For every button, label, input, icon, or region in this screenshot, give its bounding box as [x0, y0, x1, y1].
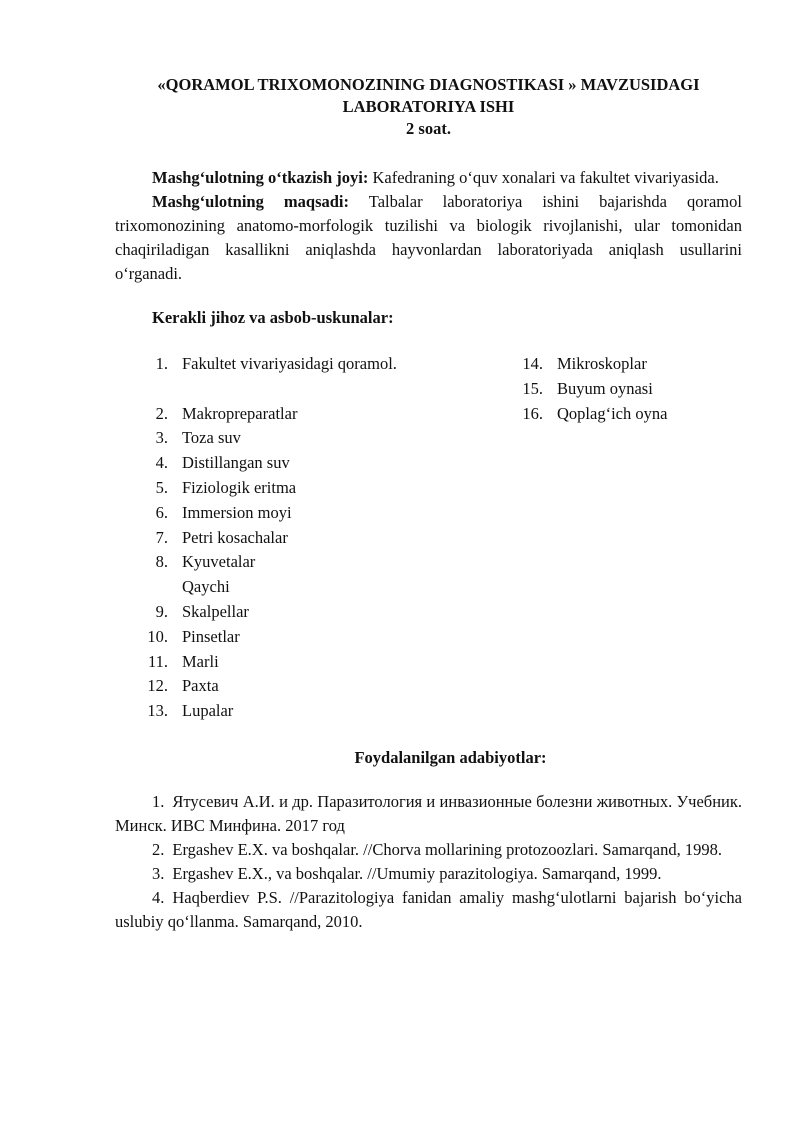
list-item: 5. Fiziologik eritma — [155, 477, 297, 497]
place-paragraph — [115, 166, 742, 190]
document-title — [115, 74, 742, 140]
references-heading: Foydalanilgan adabiyotlar: — [354, 748, 547, 767]
goal-paragraph — [115, 190, 742, 286]
list-item: 2. Makropreparatlar — [155, 403, 298, 423]
place-label: Mashg‘ulotning o‘tkazish joyi: — [152, 168, 369, 187]
reference-item: 3. Ergashev E.X., va boshqalar. //Umumiy parazitologiya. Samarqand, 1999. — [152, 864, 662, 883]
equipment-lists — [115, 352, 742, 742]
title-line-2: LABORATORIYA ISHI — [342, 97, 515, 116]
list-item: 12. Paxta — [147, 676, 219, 696]
equipment-list-right — [505, 352, 745, 426]
list-item: 15. Buyum oynasi — [522, 378, 653, 398]
list-item: 4. Distillangan suv — [155, 453, 290, 473]
list-item: 10. Pinsetlar — [147, 626, 240, 646]
title-line-1: «QORAMOL TRIXOMONOZINING DIAGNOSTIKASI » MAVZUSIDAGI — [157, 75, 700, 94]
list-item: 3. Toza suv — [155, 428, 241, 448]
place-text: Kafedraning o‘quv xonalari va fakultet vivariyasida. — [368, 168, 719, 187]
list-item: 7. Petri kosachalar — [155, 527, 288, 547]
list-item: 9. Skalpellar — [155, 601, 249, 621]
list-item: 1. Fakultet vivariyasidagi qoramol. — [155, 354, 397, 373]
list-item: 13. Lupalar — [147, 701, 234, 721]
equipment-heading: Kerakli jihoz va asbob-uskunalar: — [152, 308, 394, 327]
title-line-3: 2 soat. — [406, 119, 451, 138]
list-item: 16. Qoplag‘ich oyna — [522, 403, 668, 423]
reference-item: 2. Ergashev E.X. va boshqalar. //Chorva mollarining protozoozlari. Samarqand, 1998. — [152, 840, 722, 859]
reference-item: 4. Haqberdiev P.S. //Parazitologiya fanidan amaliy mashg‘ulotlarni bajarish bo‘yicha uslubiy qo‘llanma. Samarqand, 2010. — [115, 888, 742, 931]
equipment-list-left — [130, 352, 430, 724]
reference-item: 1. Ятусевич А.И. и др. Паразитология и инвазионные болезни животных. Учебник. Минск. ИВС Минфина. 2017 год — [115, 792, 742, 835]
list-item: 14. Mikroskoplar — [522, 354, 647, 373]
list-item: 6. Immersion moyi — [155, 502, 292, 522]
document-page — [115, 74, 742, 934]
list-item-continuation: Qaychi — [182, 577, 230, 597]
goal-label: Mashg‘ulotning maqsadi: — [152, 192, 350, 211]
goal-text: Talbalar laboratoriya ishini bajarishda qoramol trixomonozining anatomo-morfologik tuzilishi va biologik rivojlanishi, ular tomonidan chaqiriladigan kasallikni aniqlashda hayvonlardan laboratoriyada aniqlash usullarini o‘rganadi. — [115, 192, 742, 283]
list-item: 11. Marli — [147, 651, 219, 671]
list-item: 8. Kyuvetalar — [155, 552, 256, 572]
